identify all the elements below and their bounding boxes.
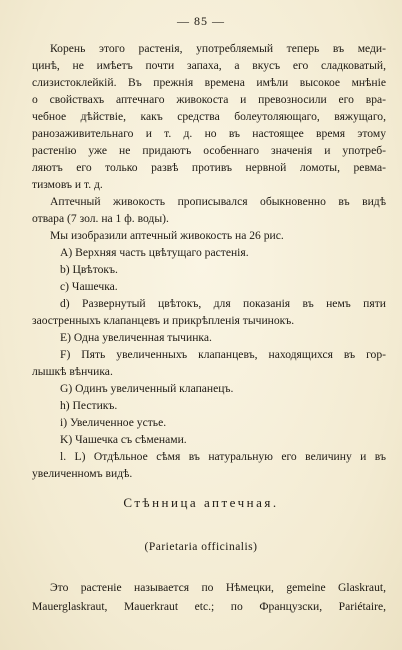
text-line: чебное дѣйствіе, какъ средства болеутоляющаго, вяжущаго, <box>32 110 386 123</box>
figure-legend-3 <box>60 380 386 465</box>
latin-name: (Parietaria officinalis) <box>144 541 258 553</box>
legend-item: K) Чашечка съ сѣменами. <box>60 433 187 446</box>
text-line: Аптечный живокость прописывался обыкновенно въ видѣ <box>50 195 386 208</box>
text-line: тизмовъ и т. д. <box>32 178 103 191</box>
legend-item-continued: лышкѣ вѣнчика. <box>32 365 113 378</box>
legend-item: l. L) Отдѣльное сѣмя въ натуральную его величину и въ <box>60 450 386 463</box>
text-line: Мы изобразили аптечный живокость на 26 рис. <box>50 229 284 242</box>
text-line: ранозаживительнаго и т. д. но въ настоящее время этому <box>32 127 386 140</box>
legend-item: d) Развернутый цвѣтокъ, для показанія въ немъ пяти <box>60 297 386 310</box>
legend-item: F) Пять увеличенныхъ клапанцевъ, находящихся въ гор- <box>60 348 386 361</box>
page-number: — 85 — <box>177 14 225 28</box>
legend-item: b) Цвѣтокъ. <box>60 263 118 276</box>
figure-legend-2 <box>60 329 386 363</box>
text-line: слизистоклейкій. Въ прежнія времена имѣли высокое мнѣніе <box>32 76 386 89</box>
body-text <box>32 40 386 482</box>
legend-item: h) Пестикъ. <box>60 399 118 412</box>
text-line: цинѣ, не имѣетъ почти запаха, а вкусъ его сладковатый, <box>32 59 386 72</box>
text-line: Mauerglaskraut, Mauerkraut etc.; по Французски, Pariétaire, <box>32 600 386 613</box>
text-line: Это растеніе называется по Нѣмецки, gemeine Glaskraut, <box>50 581 386 594</box>
text-line: отвара (7 зол. на 1 ф. воды). <box>32 212 169 225</box>
legend-item-continued: заостренныхъ клапанцевъ и прикрѣпленія тычинокъ. <box>32 314 295 327</box>
section-title: Стѣнница аптечная. <box>123 495 279 510</box>
figure-legend <box>60 244 386 312</box>
text-line: растенію уже не придаютъ особеннаго значенія и употреб- <box>32 144 386 157</box>
legend-item: E) Одна увеличенная тычинка. <box>60 331 212 344</box>
legend-item: i) Увеличенное устье. <box>60 416 167 429</box>
text-line: о свойствахъ аптечнаго живокоста и превозносили его вра- <box>32 93 386 106</box>
closing-paragraph <box>32 578 386 616</box>
legend-item: c) Чашечка. <box>60 280 118 293</box>
text-line: Корень этого растенія, употребляемый теперь въ меди- <box>50 42 386 55</box>
legend-item: A) Верхняя часть цвѣтущаго растенія. <box>60 246 249 259</box>
text-line: ляютъ его только развѣ противъ нервной ломоты, ревма- <box>32 161 386 174</box>
legend-item: G) Одинъ увеличенный клапанецъ. <box>60 382 234 395</box>
legend-item-continued: увеличенномъ видѣ. <box>32 467 133 480</box>
